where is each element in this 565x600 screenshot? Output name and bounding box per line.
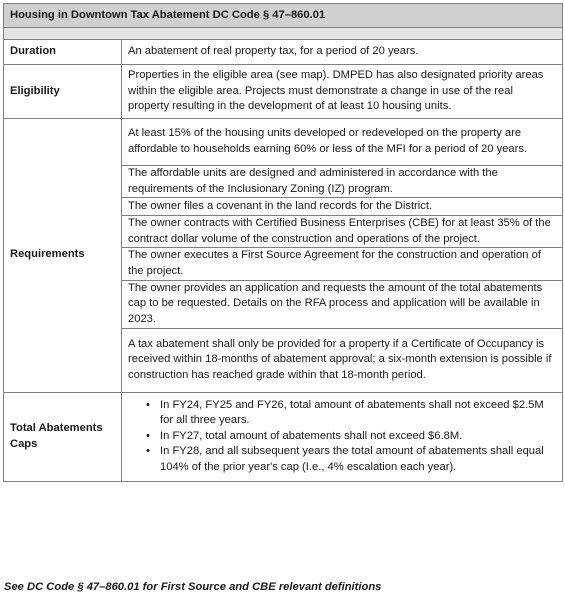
footnote: See DC Code § 47–860.01 for First Source and CBE relevant definitions: [4, 581, 382, 593]
requirements-label: Requirements: [4, 119, 122, 393]
eligibility-label: Eligibility: [4, 65, 122, 119]
table-title: Housing in Downtown Tax Abatement DC Code § 47–860.01: [4, 4, 563, 28]
duration-label: Duration: [4, 40, 122, 65]
list-item: • In FY24, FY25 and FY26, total amount of abatements shall not exceed $2.5M for all three years.: [148, 398, 556, 429]
list-item: • In FY28, and all subsequent years the total amount of abatements shall equal 104% of the prior year's cap (I.e., 4% escalation each year).: [148, 444, 556, 475]
requirement-item: A tax abatement shall only be provided for a property if a Certificate of Occupancy is received within 18-months of abatement approval; a six-month extension is possible if construction has reached grade within that 18-month period.: [122, 328, 563, 392]
requirement-item: At least 15% of the housing units developed or redeveloped on the property are affordable to households earning 60% or less of the MFI for a period of 20 years.: [122, 119, 563, 166]
spacer-cell: [4, 28, 563, 40]
list-item: • In FY27, total amount of abatements shall not exceed $6.8M.: [148, 429, 556, 445]
requirement-item: The owner contracts with Certified Business Enterprises (CBE) for at least 35% of the contract dollar volume of the construction and operations of the project.: [122, 216, 563, 248]
caps-label: Total Abatements Caps: [4, 392, 122, 481]
requirement-item: The owner executes a First Source Agreement for the construction and operation of the project.: [122, 248, 563, 280]
duration-row: [4, 40, 563, 65]
eligibility-row: [4, 65, 563, 119]
spacer-row: [4, 28, 563, 40]
caps-cell: [122, 392, 563, 481]
abatement-table: [3, 3, 563, 482]
duration-text: An abatement of real property tax, for a period of 20 years.: [122, 40, 563, 65]
requirement-item: The owner provides an application and requests the amount of the total abatements cap to be requested. Details on the RFA process and application will be available in 2023.: [122, 280, 563, 328]
requirements-row-1: [4, 119, 563, 166]
requirement-item: The affordable units are designed and administered in accordance with the requirements of the Inclusionary Zoning (IZ) program.: [122, 166, 563, 198]
title-row: [4, 4, 563, 28]
caps-row: [4, 392, 563, 481]
eligibility-text: Properties in the eligible area (see map). DMPED has also designated priority areas within the eligible area. Projects must demonstrate a change in use of the real property resulting in the development of at least 10 housing units.: [122, 65, 563, 119]
requirement-item: The owner files a covenant in the land records for the District.: [122, 198, 563, 216]
caps-list: [128, 398, 556, 476]
